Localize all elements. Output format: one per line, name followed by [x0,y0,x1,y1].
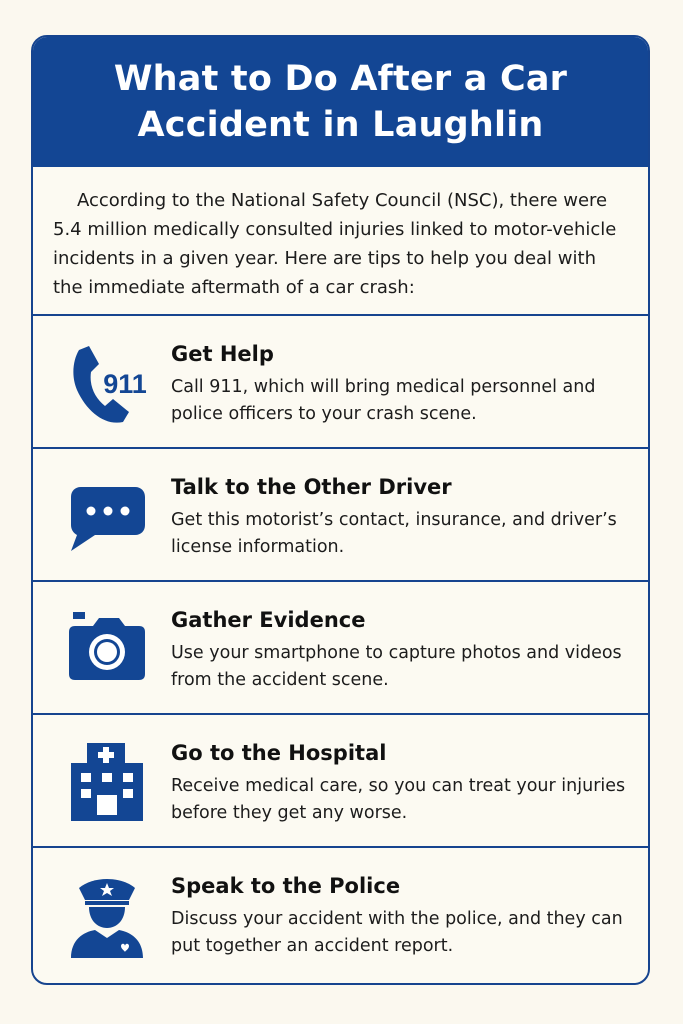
step-description: Discuss your accident with the police, and they can put together an accident report. [171,909,623,956]
intro-text: According to the National Safety Council (NSC), there were 5.4 million medically consulted injuries linked to motor-vehicle incidents in a given year. Here are tips to help you deal with the immediate aftermath of a car crash: [53,190,617,298]
intro-section [33,167,648,316]
infographic-card [31,35,650,985]
step-hospital [33,715,648,848]
step-get-help [33,316,648,449]
step-description: Call 911, which will bring medical personnel and police officers to your crash scene. [171,377,596,424]
step-title: Go to the Hospital [171,741,387,765]
police-officer-icon [65,874,149,958]
step-title: Talk to the Other Driver [171,475,452,499]
step-title: Gather Evidence [171,608,366,632]
step-police [33,848,648,980]
step-gather-evidence [33,582,648,715]
step-text [171,473,634,561]
title-line-1: What to Do After a Car [113,59,568,99]
phone-911-icon [65,342,149,426]
camera-icon [65,608,149,692]
phone-911-label: 911 [103,369,147,399]
step-text [171,340,634,428]
step-description: Receive medical care, so you can treat your injuries before they get any worse. [171,776,626,823]
step-description: Use your smartphone to capture photos and videos from the accident scene. [171,643,622,690]
step-talk-driver [33,449,648,582]
step-text [171,739,634,827]
page-title [114,56,567,148]
step-title: Get Help [171,342,274,366]
step-description: Get this motorist’s contact, insurance, and driver’s license information. [171,510,617,557]
header-banner [33,37,648,167]
hospital-icon [65,741,149,825]
step-text [171,872,634,960]
step-title: Speak to the Police [171,874,401,898]
title-line-2: Accident in Laughlin [137,105,544,145]
chat-bubble-icon [65,475,149,559]
step-text [171,606,634,694]
